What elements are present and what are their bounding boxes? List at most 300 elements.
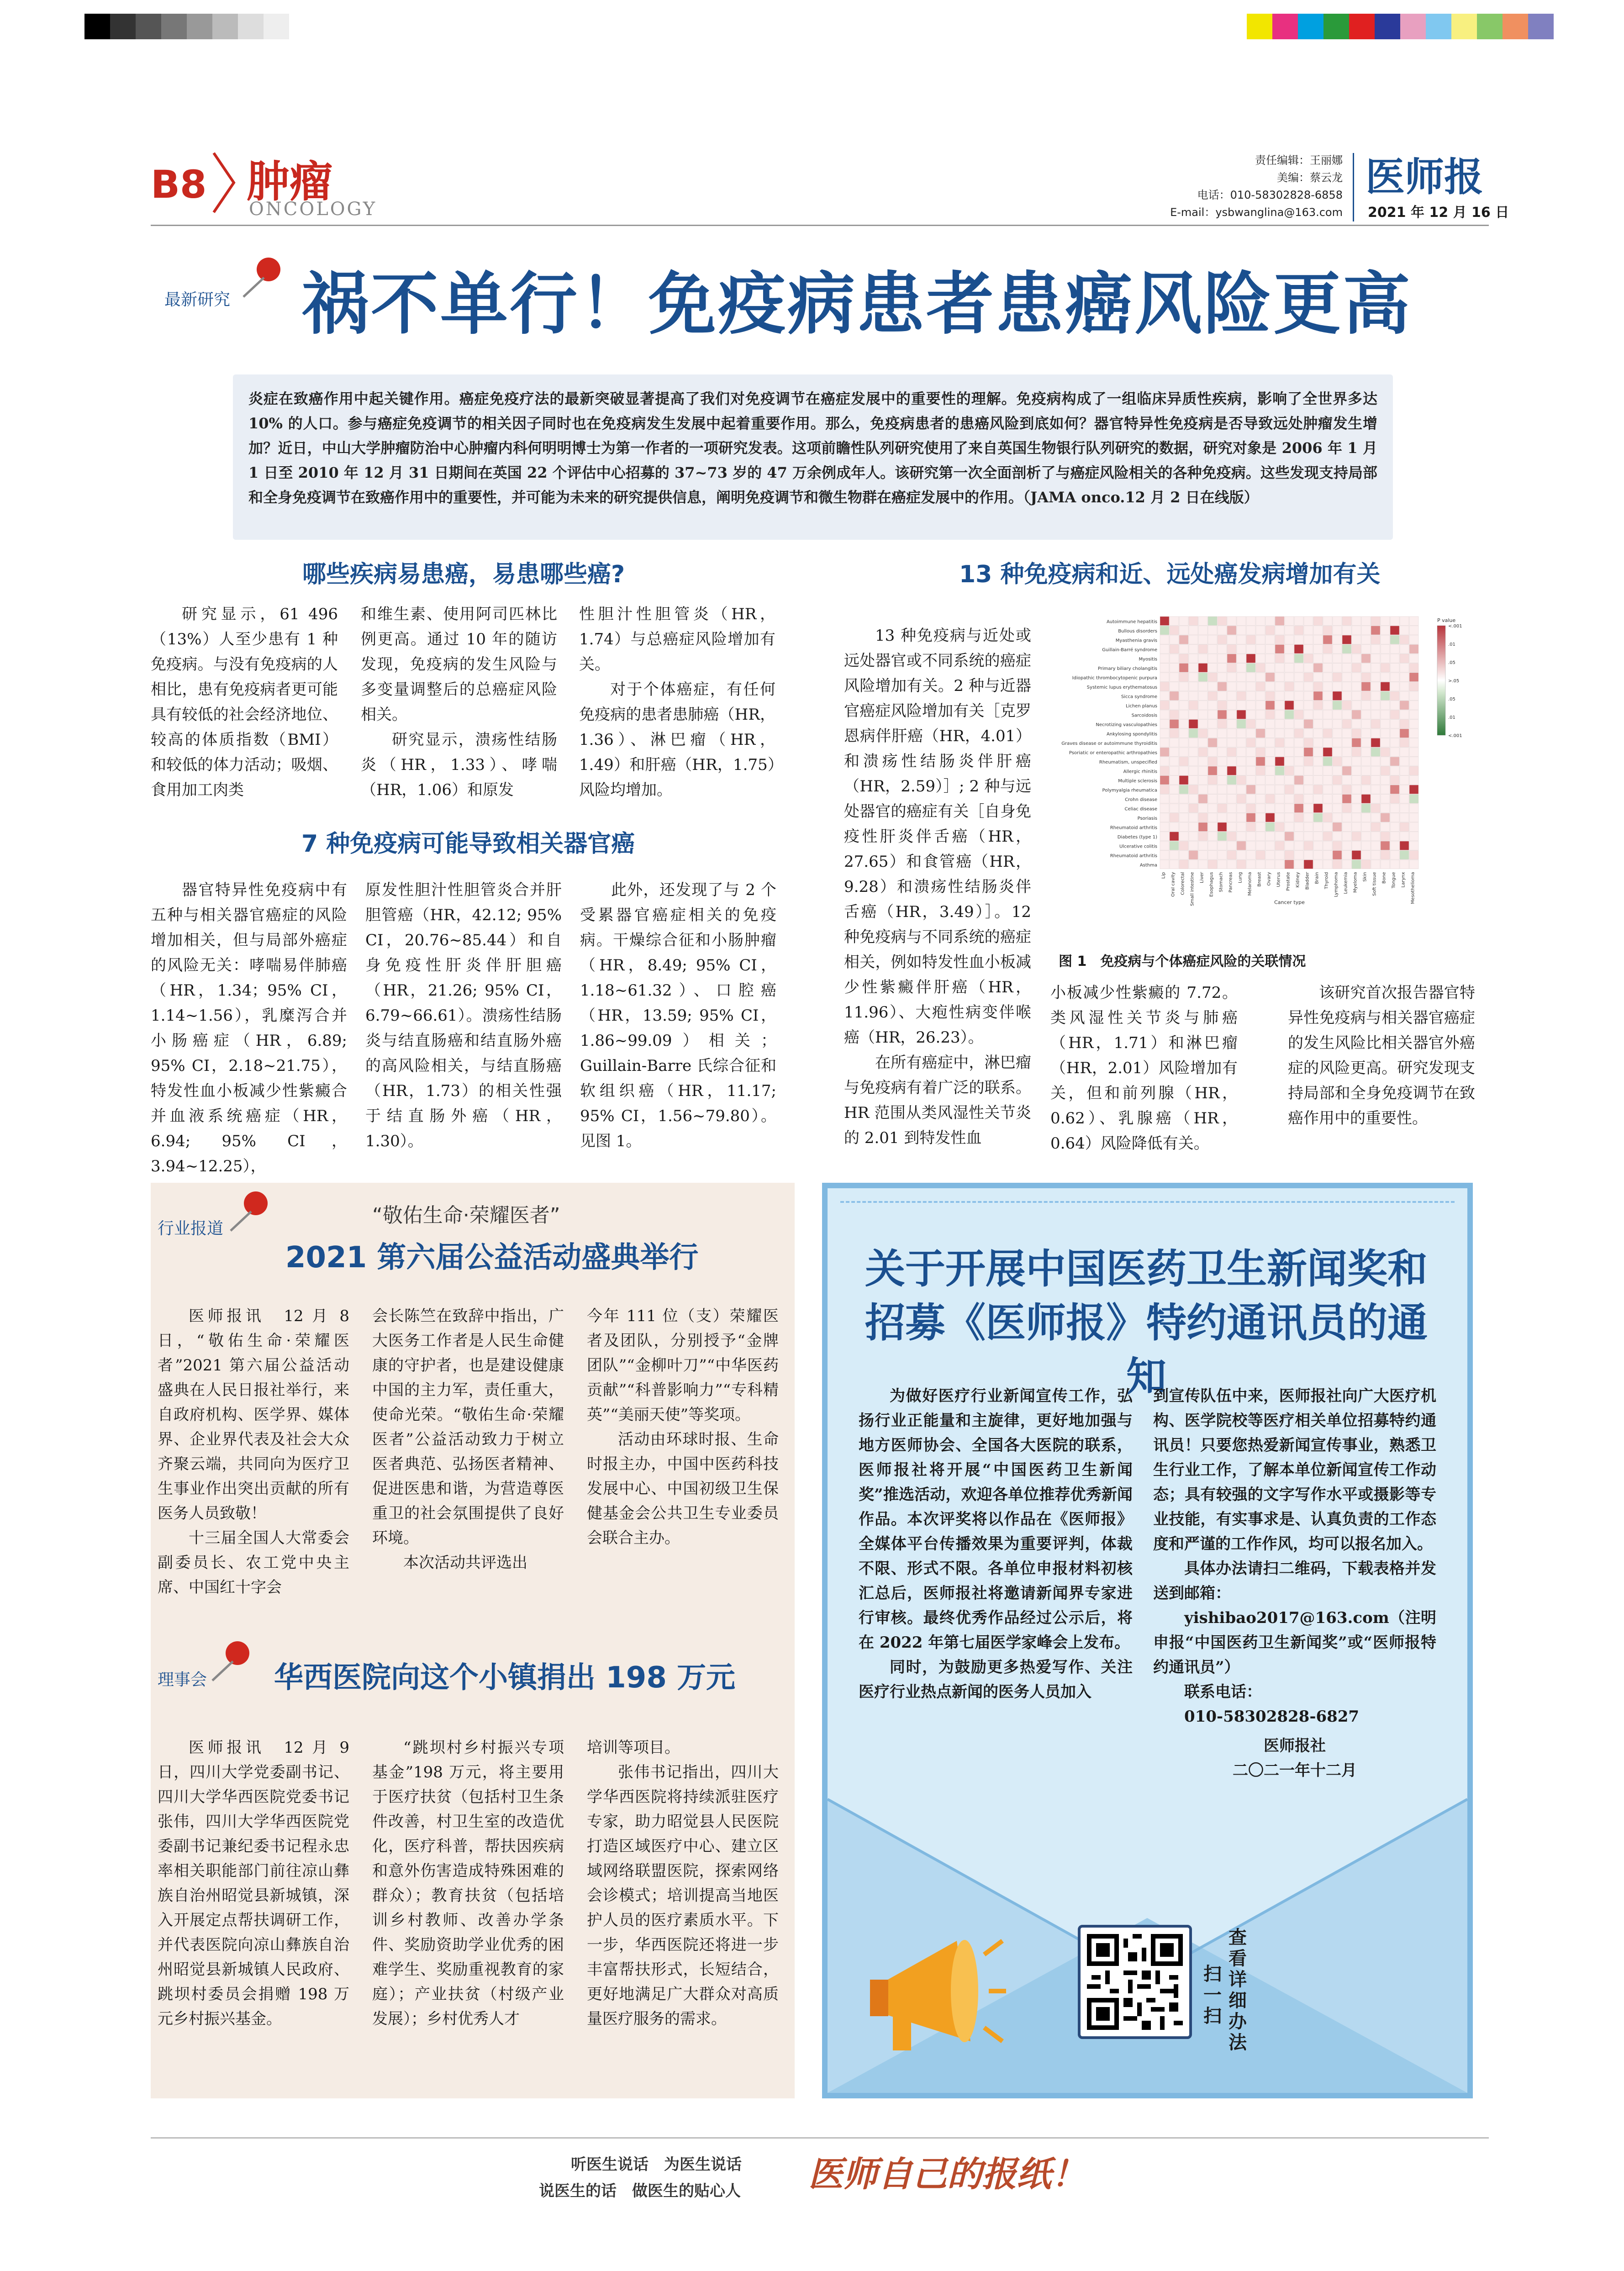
- heatmap-cell: [1400, 832, 1409, 841]
- heatmap-cell: [1218, 748, 1227, 757]
- heatmap-cell: [1265, 645, 1275, 654]
- heatmap-cell: [1342, 691, 1351, 701]
- s2-col3: [580, 878, 776, 1154]
- heatmap-col-label: Tongue: [1391, 872, 1397, 889]
- heatmap-col-label: Liver: [1199, 872, 1205, 884]
- heatmap-cell: [1285, 720, 1294, 729]
- heatmap-cell: [1304, 626, 1313, 635]
- heatmap-cell: [1179, 616, 1188, 626]
- footer-line1: 听医生说话 为医生说话: [571, 2155, 742, 2174]
- heatmap-col-label: Bladder: [1305, 872, 1310, 890]
- heatmap-cell: [1342, 616, 1351, 626]
- heatmap-cell: [1342, 635, 1351, 644]
- heatmap-cell: [1198, 616, 1207, 626]
- heatmap-cell: [1352, 691, 1361, 701]
- heatmap-cell: [1294, 645, 1303, 654]
- heatmap-cell: [1275, 682, 1284, 691]
- heatmap-cell: [1371, 645, 1380, 654]
- heatmap-row-label: Polymyalgia rheumatica: [1102, 788, 1157, 793]
- heatmap-cell: [1160, 804, 1169, 813]
- heatmap-cell: [1409, 701, 1418, 710]
- heatmap-cell: [1371, 673, 1380, 682]
- heatmap-cell: [1189, 776, 1198, 785]
- heatmap-cell: [1198, 673, 1207, 682]
- heatmap-cell: [1333, 776, 1342, 785]
- heatmap-cell: [1198, 691, 1207, 701]
- heatmap-cell: [1179, 673, 1188, 682]
- heatmap-cell: [1333, 691, 1342, 701]
- heatmap-cell: [1381, 776, 1390, 785]
- heatmap-cell: [1246, 720, 1255, 729]
- heatmap-cell: [1256, 635, 1265, 644]
- heatmap-cell: [1304, 701, 1313, 710]
- heatmap-cell: [1381, 822, 1390, 832]
- heatmap-cell: [1285, 851, 1294, 860]
- heatmap-cell: [1390, 851, 1399, 860]
- heatmap-cell: [1323, 635, 1332, 644]
- heatmap-cell: [1227, 626, 1236, 635]
- heatmap-cell: [1256, 701, 1265, 710]
- heatmap-cell: [1275, 785, 1284, 794]
- heatmap-cell: [1352, 841, 1361, 850]
- heatmap-cell: [1342, 654, 1351, 663]
- heatmap-cell: [1208, 795, 1217, 804]
- heatmap-cell: [1352, 738, 1361, 748]
- heatmap-cell: [1275, 748, 1284, 757]
- heatmap-cell: [1381, 664, 1390, 673]
- heatmap-col-label: Small intestine: [1190, 872, 1195, 906]
- heatmap-cell: [1381, 738, 1390, 748]
- heatmap-cell: [1323, 673, 1332, 682]
- subhead-thirteen-diseases: 13 种免疫病和近、远处癌发病增加有关: [959, 561, 1381, 588]
- lead-intro-text: 炎症在致癌作用中起关键作用。癌症免疫疗法的最新突破显著提高了我们对免疫调节在癌症发展中的重要性的理解。免疫病构成了一组临床异质性疾病，影响了全世界多达 10% 的人口。参与癌症免疫调节的相关因子同时也在免疫病发生发展中起着重要作用。那么，免疫病患者的患癌风险到底如何？器官特异性免疫病是否导致远处肿瘤发生增加？近日，中山大学肿瘤防治中心肿瘤内科何明明博士为第一作者的一项研究发表。这项前瞻性队列研究使用了来自英国生物银行队列研究的数据，研究对象是 2006 年 1 月 1 日至 2010 年 12 月 31 日期间在英国 22 个评估中心招募的 37~73 岁的 47 万余例成年人。该研究第一次全面剖析了与癌症风险相关的各种免疫病。这些发现支持局部和全身免疫调节在致癌作用中的重要性，并可能为未来的研究提供信息，阐明免疫调节和微生物群在癌症发展中的作用。（JAMA onco.12 月 2 日在线版）: [248, 390, 1377, 506]
- heatmap-cell: [1323, 738, 1332, 748]
- heatmap-cell: [1294, 664, 1303, 673]
- heatmap-cell: [1342, 841, 1351, 850]
- heatmap-cell: [1189, 748, 1198, 757]
- heatmap-cell: [1160, 720, 1169, 729]
- heatmap-cell: [1170, 729, 1179, 738]
- heatmap-cell: [1189, 738, 1198, 748]
- heatmap-cell: [1381, 729, 1390, 738]
- heatmap-cell: [1275, 635, 1284, 644]
- heatmap-cell: [1409, 795, 1418, 804]
- qr-code-icon[interactable]: [1087, 1934, 1183, 2030]
- heatmap-cell: [1227, 776, 1236, 785]
- heatmap-cell: [1361, 701, 1371, 710]
- heatmap-x-title: Cancer type: [1274, 899, 1305, 906]
- heatmap-cell: [1208, 785, 1217, 794]
- heatmap-cell: [1333, 616, 1342, 626]
- heatmap-cell: [1333, 748, 1342, 757]
- heatmap-cell: [1256, 645, 1265, 654]
- box1-col1-text-b: 十三届全国人大常委会副委员长、农工党中央主席、中国红十字会: [158, 1529, 349, 1597]
- heatmap-cell: [1227, 757, 1236, 766]
- heatmap-cell: [1381, 804, 1390, 813]
- heatmap-cell: [1313, 813, 1323, 822]
- footer-line2: 说医生的话 做医生的贴心人: [539, 2182, 741, 2200]
- heatmap-cell: [1246, 626, 1255, 635]
- heatmap-cell: [1179, 757, 1188, 766]
- heatmap-cell: [1198, 654, 1207, 663]
- heatmap-col-label: Soft tissue: [1372, 872, 1377, 896]
- heatmap-cell: [1198, 776, 1207, 785]
- heatmap-cell: [1409, 813, 1418, 822]
- heatmap-cell: [1189, 710, 1198, 719]
- heatmap-cell: [1371, 795, 1380, 804]
- heatmap-cell: [1400, 701, 1409, 710]
- heatmap-cell: [1390, 804, 1399, 813]
- heatmap-cell: [1304, 720, 1313, 729]
- heatmap-cell: [1333, 710, 1342, 719]
- heatmap-cell: [1304, 682, 1313, 691]
- heatmap-cell: [1352, 664, 1361, 673]
- lead-title: 祸不单行！免疫病患者患癌风险更高: [301, 265, 1412, 343]
- heatmap-cell: [1333, 841, 1342, 850]
- heatmap-cell: [1179, 851, 1188, 860]
- heatmap-cell: [1333, 804, 1342, 813]
- heatmap-cell: [1352, 851, 1361, 860]
- heatmap-cell: [1371, 691, 1380, 701]
- heatmap-cell: [1227, 851, 1236, 860]
- heatmap-col-label: Melanoma: [1247, 872, 1253, 896]
- heatmap-cell: [1342, 626, 1351, 635]
- heatmap-col-label: Stomach: [1218, 872, 1224, 892]
- heatmap-cell: [1400, 654, 1409, 663]
- phone: 电话：010-58302828-6858: [1197, 189, 1343, 201]
- heatmap-cell: [1313, 654, 1323, 663]
- heatmap-cell: [1294, 635, 1303, 644]
- heatmap-cell: [1304, 748, 1313, 757]
- heatmap-cell: [1246, 616, 1255, 626]
- heatmap-cell: [1390, 841, 1399, 850]
- heatmap-col-label: Ovary: [1266, 872, 1272, 886]
- s2-col1-text: 器官特异性免疫病中有五种与相关器官癌症的风险增加相关，但与局部外癌症的风险无关：哮喘易伴肺癌（HR，1.34；95% CI，1.14~1.56），乳糜泻合并小肠癌症（HR，6.89; 95% CI，2.18~21.75），特发性血小板减少性紫癜合并血液系统癌症（HR，6.94; 95% CI，3.94~12.25），: [151, 881, 347, 1175]
- heatmap-cell: [1285, 776, 1294, 785]
- heatmap-cell: [1304, 710, 1313, 719]
- heatmap-cell: [1342, 832, 1351, 841]
- heatmap-cell: [1313, 832, 1323, 841]
- heatmap-cell: [1333, 729, 1342, 738]
- heatmap-cell: [1275, 626, 1284, 635]
- heatmap-cell: [1237, 813, 1246, 822]
- heatmap-cell: [1352, 757, 1361, 766]
- heatmap-legend-bar: [1437, 626, 1445, 735]
- heatmap-cell: [1304, 822, 1313, 832]
- heatmap-cell: [1265, 701, 1275, 710]
- heatmap-legend-tick: <.001: [1448, 733, 1462, 738]
- heatmap-cell: [1189, 795, 1198, 804]
- heatmap-cell: [1227, 795, 1236, 804]
- heatmap-cell: [1208, 860, 1217, 869]
- heatmap-cell: [1256, 804, 1265, 813]
- heatmap-cell: [1371, 766, 1380, 775]
- heatmap-col-label: Bone: [1381, 872, 1387, 884]
- heatmap-cell: [1361, 804, 1371, 813]
- heatmap-cell: [1237, 682, 1246, 691]
- heatmap-cell: [1294, 748, 1303, 757]
- heatmap-cell: [1381, 701, 1390, 710]
- heatmap-cell: [1400, 785, 1409, 794]
- heatmap-cell: [1294, 673, 1303, 682]
- heatmap-cell: [1275, 616, 1284, 626]
- heatmap-cell: [1352, 701, 1361, 710]
- heatmap-cell: [1246, 766, 1255, 775]
- heatmap-cell: [1409, 776, 1418, 785]
- heatmap-cell: [1400, 841, 1409, 850]
- heatmap-cell: [1237, 860, 1246, 869]
- heatmap-cell: [1208, 822, 1217, 832]
- heatmap-legend-tick: <.001: [1448, 624, 1462, 629]
- heatmap-cell: [1304, 673, 1313, 682]
- heatmap-cell: [1189, 720, 1198, 729]
- heatmap-cell: [1342, 766, 1351, 775]
- heatmap-row-label: Allergic rhinitis: [1123, 769, 1157, 775]
- heatmap-cell: [1400, 645, 1409, 654]
- heatmap-cell: [1285, 738, 1294, 748]
- heatmap-cell: [1237, 748, 1246, 757]
- heatmap-cell: [1390, 860, 1399, 869]
- heatmap-cell: [1409, 851, 1418, 860]
- heatmap-cell: [1256, 841, 1265, 850]
- heatmap-cell: [1304, 616, 1313, 626]
- heatmap-cell: [1189, 822, 1198, 832]
- heatmap-cell: [1342, 710, 1351, 719]
- heatmap-cell: [1246, 645, 1255, 654]
- heatmap-cell: [1218, 757, 1227, 766]
- heatmap-cell: [1256, 616, 1265, 626]
- heatmap-cell: [1208, 691, 1217, 701]
- heatmap-cell: [1352, 635, 1361, 644]
- heatmap-col-label: Lip: [1161, 872, 1166, 879]
- heatmap-cell: [1294, 776, 1303, 785]
- heatmap-cell: [1313, 822, 1323, 832]
- heatmap-cell: [1400, 673, 1409, 682]
- notice-email-line[interactable]: yishibao2017@163.com（注明申报“中国医药卫生新闻奖”或“医师报特约通讯员”）: [1153, 1609, 1436, 1676]
- heatmap-cell: [1208, 776, 1217, 785]
- heatmap-cell: [1361, 738, 1371, 748]
- heatmap-cell: [1323, 757, 1332, 766]
- heatmap-cell: [1275, 654, 1284, 663]
- heatmap-cell: [1285, 645, 1294, 654]
- heatmap-cell: [1237, 673, 1246, 682]
- s2-col3-text: 此外，还发现了与 2 个受累器官癌症相关的免疫病。干燥综合征和小肠肿瘤（HR，8.49; 95% CI，1.18~61.32）、口腔癌（HR，13.59; 95% CI，1.86~99.09）相关；Guillain-Barre 氏综合征和软组织癌（HR，11.17; 95% CI，1.56~79.80）。见图 1。: [580, 881, 776, 1150]
- heatmap-cell: [1160, 645, 1169, 654]
- heatmap-cell: [1237, 766, 1246, 775]
- heatmap-cell: [1265, 738, 1275, 748]
- heatmap-cell: [1313, 645, 1323, 654]
- heatmap-cell: [1409, 822, 1418, 832]
- heatmap-cell: [1381, 682, 1390, 691]
- heatmap-cell: [1179, 738, 1188, 748]
- heatmap-cell: [1294, 832, 1303, 841]
- heatmap-cell: [1275, 822, 1284, 832]
- heatmap-cell: [1323, 841, 1332, 850]
- heatmap-cell: [1381, 626, 1390, 635]
- heatmap-cell: [1313, 664, 1323, 673]
- heatmap-cell: [1170, 720, 1179, 729]
- heatmap-cell: [1179, 841, 1188, 850]
- heatmap-cell: [1285, 673, 1294, 682]
- heatmap-cell: [1275, 738, 1284, 748]
- heatmap-cell: [1381, 673, 1390, 682]
- heatmap-cell: [1198, 626, 1207, 635]
- heatmap-cell: [1256, 710, 1265, 719]
- heatmap-cell: [1390, 664, 1399, 673]
- heatmap-cell: [1342, 664, 1351, 673]
- heatmap-cell: [1333, 673, 1342, 682]
- heatmap-cell: [1390, 691, 1399, 701]
- heatmap-cell: [1265, 832, 1275, 841]
- heatmap-cell: [1208, 738, 1217, 748]
- heatmap-cell: [1218, 691, 1227, 701]
- heatmap-cell: [1198, 682, 1207, 691]
- heatmap-cell: [1333, 766, 1342, 775]
- s1-col1: [151, 602, 338, 803]
- heatmap-cell: [1179, 635, 1188, 644]
- heatmap-cell: [1218, 664, 1227, 673]
- heatmap-cell: [1275, 795, 1284, 804]
- heatmap-cell: [1237, 691, 1246, 701]
- heatmap-cell: [1170, 645, 1179, 654]
- heatmap-cell: [1218, 766, 1227, 775]
- heatmap-cell: [1208, 673, 1217, 682]
- heatmap-cell: [1304, 691, 1313, 701]
- heatmap-cell: [1246, 738, 1255, 748]
- heatmap-cell: [1189, 813, 1198, 822]
- heatmap-cell: [1208, 682, 1217, 691]
- heatmap-cell: [1227, 720, 1236, 729]
- heatmap-cell: [1409, 720, 1418, 729]
- heatmap-cell: [1179, 654, 1188, 663]
- heatmap-cell: [1275, 729, 1284, 738]
- s3-col1: [844, 623, 1031, 1151]
- heatmap-cell: [1304, 851, 1313, 860]
- heatmap-cell: [1256, 664, 1265, 673]
- heatmap-cell: [1246, 682, 1255, 691]
- heatmap-cell: [1256, 757, 1265, 766]
- heatmap-cell: [1285, 626, 1294, 635]
- heatmap-cell: [1313, 804, 1323, 813]
- heatmap-cell: [1304, 776, 1313, 785]
- heatmap-cell: [1170, 785, 1179, 794]
- heatmap-cell: [1390, 813, 1399, 822]
- heatmap-cell: [1170, 691, 1179, 701]
- heatmap-cell: [1189, 635, 1198, 644]
- heatmap-cell: [1179, 645, 1188, 654]
- heatmap-cell: [1179, 766, 1188, 775]
- heatmap-cell: [1275, 673, 1284, 682]
- heatmap-cell: [1352, 645, 1361, 654]
- heatmap-cell: [1371, 701, 1380, 710]
- heatmap-cell: [1381, 785, 1390, 794]
- heatmap-cell: [1313, 766, 1323, 775]
- heatmap-cell: [1256, 766, 1265, 775]
- heatmap-cell: [1170, 841, 1179, 850]
- heatmap-cell: [1218, 673, 1227, 682]
- heatmap-cell: [1208, 720, 1217, 729]
- heatmap-cell: [1208, 748, 1217, 757]
- heatmap-cell: [1275, 851, 1284, 860]
- heatmap-cell: [1323, 776, 1332, 785]
- heatmap-cell: [1400, 691, 1409, 701]
- s3-col2: [1050, 980, 1238, 1156]
- heatmap-cell: [1275, 804, 1284, 813]
- heatmap-cell: [1198, 860, 1207, 869]
- box1-title: 2021 第六届公益活动盛典举行: [285, 1241, 699, 1275]
- heatmap-cell: [1381, 832, 1390, 841]
- heatmap-row-label: Lichen planus: [1126, 703, 1157, 709]
- notice-col1-text: 为做好医疗行业新闻宣传工作，弘扬行业正能量和主旋律，更好地加强与地方医师协会、全国各大医院的联系，医师报社将开展“中国医药卫生新闻奖”推选活动，欢迎各单位推荐优秀新闻作品。本次评奖将以作品在《医师报》全媒体平台传播效果为重要评判，体裁不限、形式不限。各单位申报材料初核汇总后，医师报社将邀请新闻界专家进行审核。最终优秀作品经过公示后，将在 2022 年第七届医学家峰会上发布。: [859, 1387, 1133, 1652]
- section-title: 肿瘤: [247, 157, 333, 207]
- heatmap-cell: [1342, 701, 1351, 710]
- heatmap-cell: [1390, 710, 1399, 719]
- page-number: B8: [151, 162, 207, 207]
- heatmap-cell: [1265, 673, 1275, 682]
- box1-col2: [372, 1304, 564, 1575]
- heatmap-cell: [1285, 701, 1294, 710]
- heatmap-cell: [1189, 626, 1198, 635]
- heatmap-cell: [1304, 832, 1313, 841]
- heatmap-cell: [1361, 860, 1371, 869]
- heatmap-cell: [1333, 654, 1342, 663]
- heatmap-cell: [1285, 654, 1294, 663]
- s3-col3-text: 该研究首次报告器官特异性免疫病与相关器官癌症的发生风险比相关器官外癌症的风险更高。研究发现支持局部和全身免疫调节在致癌作用中的重要性。: [1288, 984, 1475, 1128]
- heatmap-cell: [1361, 626, 1371, 635]
- heatmap-cell: [1179, 720, 1188, 729]
- heatmap-cell: [1265, 664, 1275, 673]
- heatmap-cell: [1170, 635, 1179, 644]
- heatmap-cell: [1323, 664, 1332, 673]
- heatmap-cell: [1170, 795, 1179, 804]
- heatmap-row-label: Sarcoidosis: [1131, 713, 1157, 718]
- heatmap-cell: [1189, 841, 1198, 850]
- heatmap-cell: [1390, 682, 1399, 691]
- heatmap-cell: [1246, 785, 1255, 794]
- heatmap-cell: [1361, 664, 1371, 673]
- heatmap-cell: [1409, 832, 1418, 841]
- heatmap-cell: [1227, 860, 1236, 869]
- heatmap-cell: [1361, 813, 1371, 822]
- heatmap-cell: [1160, 813, 1169, 822]
- pushpin-icon: [224, 1190, 274, 1235]
- heatmap-cell: [1409, 645, 1418, 654]
- heatmap-cell: [1333, 664, 1342, 673]
- heatmap-cell: [1304, 860, 1313, 869]
- heatmap-cell: [1409, 841, 1418, 850]
- heatmap-cell: [1218, 813, 1227, 822]
- heatmap-cell: [1170, 710, 1179, 719]
- box2-col2: [372, 1735, 564, 2031]
- heatmap-cell: [1170, 664, 1179, 673]
- heatmap-cell: [1323, 804, 1332, 813]
- heatmap-cell: [1323, 851, 1332, 860]
- heatmap-cell: [1390, 701, 1399, 710]
- heatmap-cell: [1400, 738, 1409, 748]
- heatmap-cell: [1381, 645, 1390, 654]
- heatmap-cell: [1333, 813, 1342, 822]
- heatmap-cell: [1371, 822, 1380, 832]
- heatmap-cell: [1371, 860, 1380, 869]
- heatmap-cell: [1313, 785, 1323, 794]
- heatmap-cell: [1237, 851, 1246, 860]
- heatmap-cell: [1246, 860, 1255, 869]
- heatmap-cell: [1361, 729, 1371, 738]
- heatmap-cell: [1179, 748, 1188, 757]
- heatmap-cell: [1409, 664, 1418, 673]
- heatmap-cell: [1198, 748, 1207, 757]
- heatmap-cell: [1218, 626, 1227, 635]
